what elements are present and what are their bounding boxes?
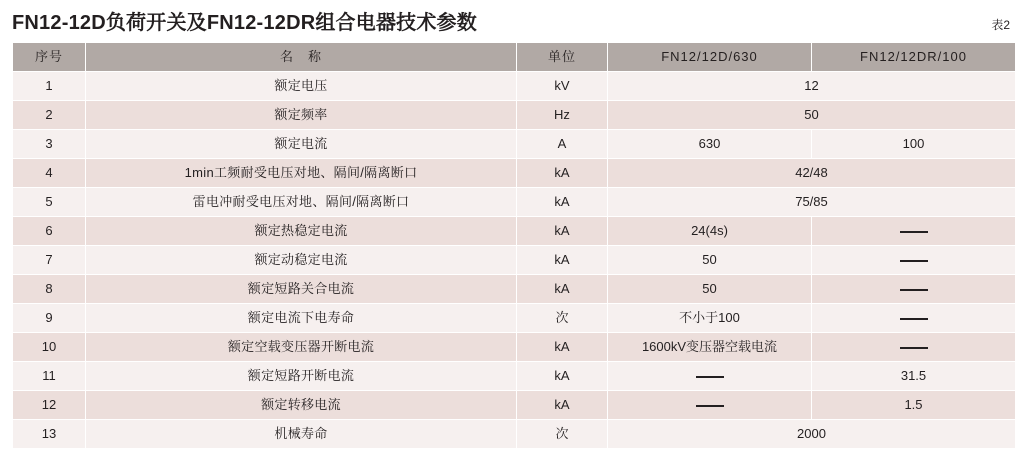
cell-name: 1min工频耐受电压对地、隔间/隔离断口 [86,159,517,188]
empty-dash [696,405,724,407]
cell-name: 额定短路关合电流 [86,275,517,304]
table-row [13,217,1016,246]
table-header [13,43,1016,72]
empty-dash [696,376,724,378]
cell-unit: kA [517,333,608,362]
cell-value-col2: 31.5 [812,362,1016,391]
empty-dash [900,347,928,349]
cell-name: 额定短路开断电流 [86,362,517,391]
specification-table [12,42,1016,449]
page-title: FN12-12D负荷开关及FN12-12DR组合电器技术参数 [12,12,477,34]
table-row [13,333,1016,362]
cell-value-col2 [812,275,1016,304]
cell-unit: kA [517,246,608,275]
cell-value-col2 [812,333,1016,362]
empty-dash [900,231,928,233]
cell-value-col1: 50 [608,275,812,304]
cell-value-col2 [812,304,1016,333]
cell-value-merged: 42/48 [608,159,1016,188]
cell-name: 雷电冲耐受电压对地、隔间/隔离断口 [86,188,517,217]
cell-value-merged: 50 [608,101,1016,130]
cell-index: 2 [13,101,86,130]
cell-value-col2 [812,217,1016,246]
cell-index: 13 [13,420,86,449]
cell-unit: kA [517,275,608,304]
cell-index: 10 [13,333,86,362]
table-row [13,72,1016,101]
cell-value-merged: 2000 [608,420,1016,449]
header-name: 名 称 [86,43,517,72]
cell-index: 5 [13,188,86,217]
table-number-label: 表2 [991,18,1010,32]
header-col1: FN12/12D/630 [608,43,812,72]
table-row [13,420,1016,449]
cell-index: 1 [13,72,86,101]
table-row [13,391,1016,420]
table-body [13,72,1016,449]
title-row [0,0,1022,42]
cell-index: 8 [13,275,86,304]
table-row [13,159,1016,188]
cell-unit: kV [517,72,608,101]
cell-value-col1 [608,391,812,420]
table-row [13,362,1016,391]
cell-unit: kA [517,159,608,188]
cell-name: 额定电流 [86,130,517,159]
cell-unit: kA [517,188,608,217]
cell-index: 3 [13,130,86,159]
cell-index: 7 [13,246,86,275]
table-row [13,188,1016,217]
cell-value-col1: 不小于100 [608,304,812,333]
table-row [13,101,1016,130]
cell-value-col2: 100 [812,130,1016,159]
cell-name: 额定空载变压器开断电流 [86,333,517,362]
cell-index: 4 [13,159,86,188]
table-row [13,130,1016,159]
header-unit: 单位 [517,43,608,72]
cell-value-col2 [812,246,1016,275]
cell-unit: kA [517,217,608,246]
cell-value-col2: 1.5 [812,391,1016,420]
cell-unit: 次 [517,304,608,333]
cell-value-col1: 24(4s) [608,217,812,246]
cell-value-merged: 75/85 [608,188,1016,217]
header-index: 序号 [13,43,86,72]
cell-value-col1: 630 [608,130,812,159]
cell-name: 机械寿命 [86,420,517,449]
cell-index: 11 [13,362,86,391]
cell-index: 12 [13,391,86,420]
cell-index: 9 [13,304,86,333]
cell-unit: Hz [517,101,608,130]
header-col2: FN12/12DR/100 [812,43,1016,72]
table-header-row [13,43,1016,72]
cell-unit: kA [517,391,608,420]
cell-name: 额定电压 [86,72,517,101]
cell-name: 额定电流下电寿命 [86,304,517,333]
cell-name: 额定转移电流 [86,391,517,420]
cell-name: 额定热稳定电流 [86,217,517,246]
table-row [13,304,1016,333]
table-row [13,246,1016,275]
cell-unit: kA [517,362,608,391]
cell-unit: A [517,130,608,159]
empty-dash [900,260,928,262]
cell-value-merged: 12 [608,72,1016,101]
cell-index: 6 [13,217,86,246]
cell-value-col1 [608,362,812,391]
empty-dash [900,318,928,320]
cell-name: 额定动稳定电流 [86,246,517,275]
cell-value-col1: 50 [608,246,812,275]
cell-unit: 次 [517,420,608,449]
empty-dash [900,289,928,291]
cell-value-col1: 1600kV变压器空载电流 [608,333,812,362]
cell-name: 额定频率 [86,101,517,130]
table-row [13,275,1016,304]
